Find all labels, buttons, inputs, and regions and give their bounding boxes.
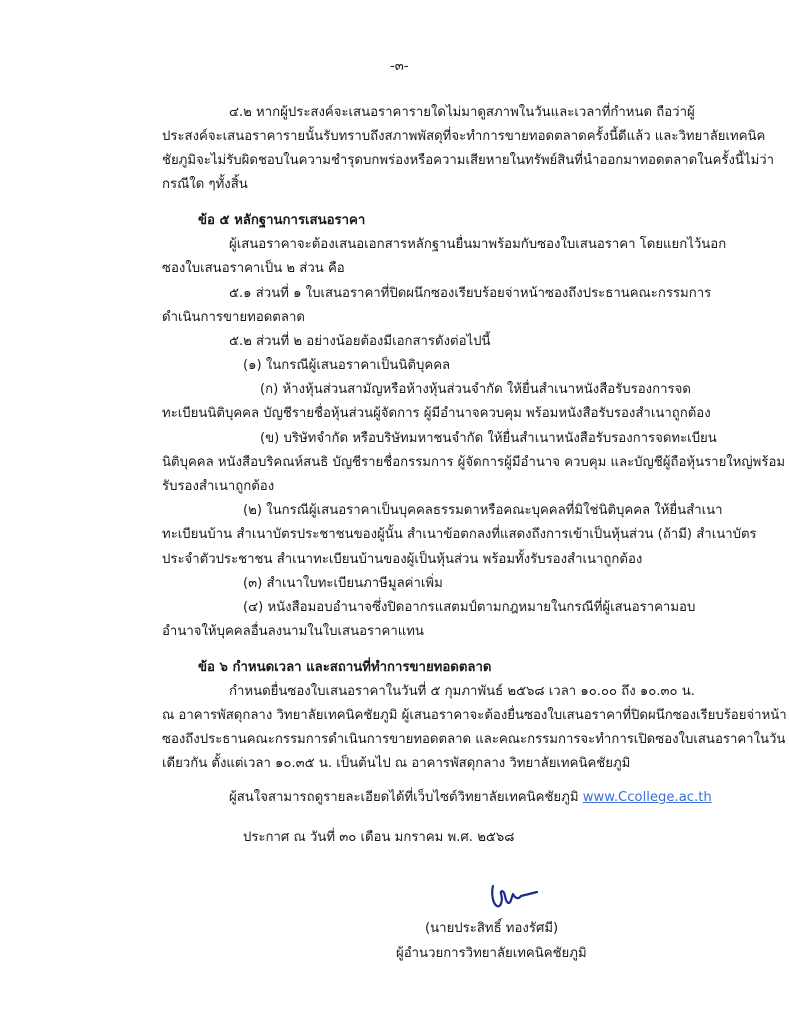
section-5-heading: ข้อ ๕ หลักฐานการเสนอราคา (198, 213, 366, 228)
item-2-line-3: ประจำตัวประชาชน สำเนาทะเบียนบ้านของผู้เป็นหุ้นส่วน พร้อมทั้งรับรองสำเนาถูกต้อง (162, 552, 643, 567)
para-4-2-line-2: ประสงค์จะเสนอราคารายนั้นรับทราบถึงสภาพพัสดุที่จะทำการขายทอดตลาดครั้งนี้ดีแล้ว และวิทยาลัยเทคนิค (162, 129, 766, 144)
item-3: (๓) สำเนาใบทะเบียนภาษีมูลค่าเพิ่ม (243, 576, 443, 591)
item-2-line-2: ทะเบียนบ้าน สำเนาบัตรประชาชนของผู้นั้น สำเนาข้อตกลงที่แสดงถึงการเข้าเป็นหุ้นส่วน (ถ้ามี) สำเนาบัตร (162, 527, 757, 542)
signatory-title: ผู้อำนวยการวิทยาลัยเทคนิคชัยภูมิ (396, 946, 587, 961)
section-6-line-4: เดียวกัน ตั้งแต่เวลา ๑๐.๓๕ น. เป็นต้นไป ณ อาคารพัสดุกลาง วิทยาลัยเทคนิคชัยภูมิ (162, 756, 631, 771)
section-5-1-line-2: ดำเนินการขายทอดตลาด (162, 310, 305, 325)
section-5-1-line-1: ๕.๑ ส่วนที่ ๑ ใบเสนอราคาที่ปิดผนึกซองเรียบร้อยจ่าหน้าซองถึงประธานคณะกรรมการ (229, 286, 712, 301)
para-4-2-line-1: ๔.๒ หากผู้ประสงค์จะเสนอราคารายใดไม่มาดูสภาพในวันและเวลาที่กำหนด ถือว่าผู้ (229, 105, 695, 120)
item-1-b-line-3: รับรองสำเนาถูกต้อง (162, 479, 275, 494)
announce-date: ประกาศ ณ วันที่ ๓๐ เดือน มกราคม พ.ศ. ๒๕๖๘ (243, 830, 515, 845)
section-6-line-3: ซองถึงประธานคณะกรรมการดำเนินการขายทอดตลาด และคณะกรรมการจะทำการเปิดซองใบเสนอราคาในวัน (162, 732, 786, 747)
section-6-line-2: ณ อาคารพัสดุกลาง วิทยาลัยเทคนิคชัยภูมิ ผู้เสนอราคาจะต้องยื่นซองใบเสนอราคาที่ปิดผนึกซองเรียบร้อยจ่าหน้า (162, 708, 787, 723)
item-4-line-2: อำนาจให้บุคคลอื่นลงนามในใบเสนอราคาแทน (162, 624, 424, 639)
section-6-line-1: กำหนดยื่นซองใบเสนอราคาในวันที่ ๕ กุมภาพันธ์ ๒๕๖๘ เวลา ๑๐.๐๐ ถึง ๑๐.๓๐ น. (229, 684, 695, 699)
item-1-b-line-2: นิติบุคคล หนังสือบริคณห์สนธิ บัญชีรายชื่อกรรมการ ผู้จัดการผู้มีอำนาจ ควบคุม และบัญชีผู้ถือหุ้นรายใหญ่พร้อม (162, 455, 786, 470)
para-4-2-line-4: กรณีใด ๆทั้งสิ้น (162, 177, 248, 192)
item-1: (๑) ในกรณีผู้เสนอราคาเป็นนิติบุคคล (243, 358, 451, 373)
section-6-heading: ข้อ ๖ กำหนดเวลา และสถานที่ทำการขายทอดตลาด (198, 660, 492, 675)
signature-image (487, 880, 547, 918)
signatory-name: (นายประสิทธิ์ ทองรัศมี) (425, 921, 559, 936)
page-number: -๓- (390, 59, 409, 74)
website-link[interactable]: www.Ccollege.ac.th (582, 790, 712, 805)
item-1-a-line-2: ทะเบียนนิติบุคคล บัญชีรายชื่อหุ้นส่วนผู้จัดการ ผู้มีอำนาจควบคุม พร้อมหนังสือรับรองสำเนาถูกต้อง (162, 406, 711, 421)
section-5-intro-2: ซองใบเสนอราคาเป็น ๒ ส่วน คือ (162, 261, 345, 276)
website-line (229, 789, 712, 807)
section-5-intro-1: ผู้เสนอราคาจะต้องเสนอเอกสารหลักฐานยื่นมาพร้อมกับซองใบเสนอราคา โดยแยกไว้นอก (229, 237, 727, 252)
item-1-a-line-1: (ก) ห้างหุ้นส่วนสามัญหรือห้างหุ้นส่วนจำกัด ให้ยื่นสำเนาหนังสือรับรองการจด (260, 382, 691, 397)
item-4-line-1: (๔) หนังสือมอบอำนาจซึ่งปิดอากรแสตมป์ตามกฎหมายในกรณีที่ผู้เสนอราคามอบ (243, 600, 696, 615)
section-5-2: ๕.๒ ส่วนที่ ๒ อย่างน้อยต้องมีเอกสารดังต่อไปนี้ (229, 334, 491, 349)
item-1-b-line-1: (ข) บริษัทจำกัด หรือบริษัทมหาชนจำกัด ให้ยื่นสำเนาหนังสือรับรองการจดทะเบียน (260, 431, 717, 446)
para-4-2-line-3: ชัยภูมิจะไม่รับผิดชอบในความชำรุดบกพร่องหรือความเสียหายในทรัพย์สินที่นำออกมาทอดตลาดในครั้งนี้ไม่ว่า (162, 153, 775, 168)
item-2-line-1: (๒) ในกรณีผู้เสนอราคาเป็นบุคคลธรรมดาหรือคณะบุคคลที่มิใช่นิติบุคคล ให้ยื่นสำเนา (243, 503, 723, 518)
website-text: ผู้สนใจสามารถดูรายละเอียดได้ที่เว็บไซต์วิทยาลัยเทคนิคชัยภูมิ (229, 790, 583, 805)
